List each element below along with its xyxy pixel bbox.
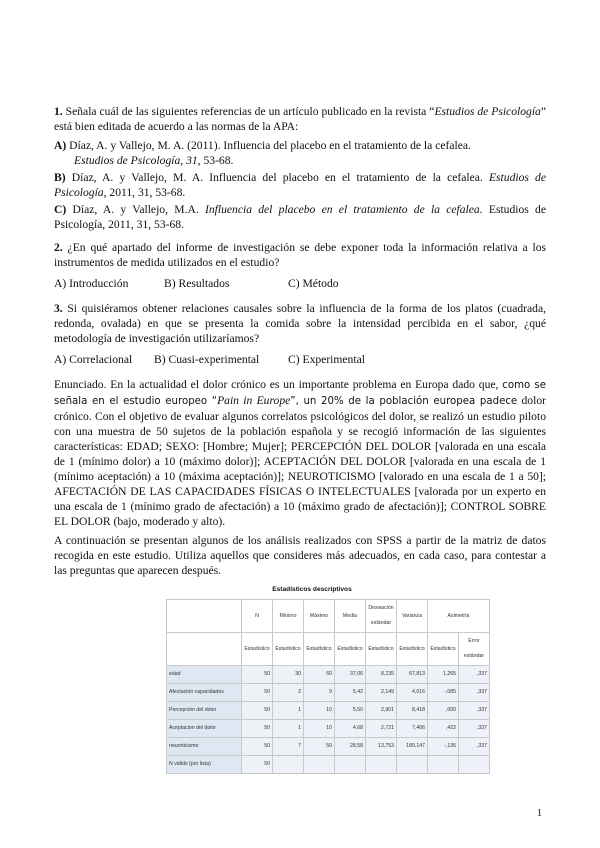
table-cell: 7 — [273, 738, 304, 756]
table-header-row: N Mínimo Máximo Media Desviación estándar Varianza Asimetría — [167, 600, 490, 633]
table-cell: 2,149 — [366, 684, 397, 702]
answer-c: C) Experimental — [288, 353, 365, 366]
table-cell: 4,68 — [335, 720, 366, 738]
spss-table-container — [54, 582, 546, 774]
table-cell: -,136 — [428, 738, 459, 756]
descriptive-stats-table — [166, 599, 490, 774]
question-2: 2. ¿En qué apartado del informe de investigación se debe exponer toda la información relativa a los instrumentos de medida utilizados en el estudio? — [54, 241, 546, 269]
table-cell: 2,721 — [366, 720, 397, 738]
document-page — [54, 104, 546, 774]
question-3: 3. Si quisiéramos obtener relaciones causales sobre la influencia de la forma de los platos (cuadrada, redonda, ovalada) en que se presenta la comida sobre la intensidad percibida en el sabor, ¿qué metodología de investigación utilizaríamos? — [54, 302, 546, 345]
row-label: N válido (por lista) — [167, 756, 242, 774]
table-body — [167, 666, 490, 774]
table-cell: 1 — [273, 702, 304, 720]
table-subheader-row: Estadístico Estadístico Estadístico Estadístico Estadístico Estadístico Estadístico Error estándar — [167, 633, 490, 666]
answer-b: B) Resultados — [164, 277, 230, 290]
table-cell: ,337 — [459, 738, 490, 756]
table-cell: 1 — [273, 720, 304, 738]
answer-c: C) Método — [288, 277, 339, 290]
table-row — [167, 738, 490, 756]
table-cell: 8,235 — [366, 666, 397, 684]
row-label: Percepción del dolor — [167, 702, 242, 720]
table-cell: 9 — [304, 684, 335, 702]
table-row — [167, 666, 490, 684]
table-cell — [366, 756, 397, 774]
row-label: Afectación capacidades — [167, 684, 242, 702]
table-cell: ,337 — [459, 666, 490, 684]
option-c: C) Díaz, A. y Vallejo, M.A. Influencia del placebo en el tratamiento de la cefalea. Estudios de Psicología, 2011, 31, 53-68. — [54, 203, 546, 231]
table-cell: 37,06 — [335, 666, 366, 684]
table-cell: 7,406 — [397, 720, 428, 738]
answer-a: A) Introducción — [54, 277, 129, 290]
answer-a: A) Correlacional — [54, 353, 133, 366]
table-cell: 2 — [273, 684, 304, 702]
table-cell — [428, 756, 459, 774]
table-cell: ,337 — [459, 720, 490, 738]
table-cell: 28,58 — [335, 738, 366, 756]
question-1: 1. Señala cuál de las siguientes referencias de un artículo publicado en la revista “Estudios de Psicología” está bien editada de acuerdo a las normas de la APA: — [54, 105, 546, 133]
table-cell: 1,265 — [428, 666, 459, 684]
table-cell: 50 — [242, 756, 273, 774]
table-cell: 60 — [304, 666, 335, 684]
page-number: 1 — [537, 808, 542, 819]
table-cell: 5,50 — [335, 702, 366, 720]
table-cell: ,422 — [428, 720, 459, 738]
table-cell — [304, 756, 335, 774]
table-cell: 4,616 — [397, 684, 428, 702]
table-cell: 50 — [242, 720, 273, 738]
table-cell: 30 — [273, 666, 304, 684]
option-b: B) Díaz, A. y Vallejo, M. A. Influencia del placebo en el tratamiento de la cefalea. Estudios de Psicología, 2011, 31, 53-68. — [54, 171, 546, 199]
table-cell: 2,901 — [366, 702, 397, 720]
table-cell: ,337 — [459, 702, 490, 720]
answer-b: B) Cuasi-experimental — [154, 353, 260, 366]
table-cell: 10 — [304, 702, 335, 720]
table-cell: 10 — [304, 720, 335, 738]
table-row — [167, 702, 490, 720]
table-cell — [335, 756, 366, 774]
option-a: A) Díaz, A. y Vallejo, M. A. (2011). Influencia del placebo en el tratamiento de la cefalea. Estudios de Psicología, 31, 53-68. — [54, 139, 471, 167]
table-cell: ,337 — [459, 684, 490, 702]
table-cell — [459, 756, 490, 774]
table-cell: 50 — [242, 738, 273, 756]
table-title: Estadísticos descriptivos — [272, 586, 352, 593]
row-label: edad — [167, 666, 242, 684]
table-cell: 50 — [304, 738, 335, 756]
table-cell: 8,418 — [397, 702, 428, 720]
table-cell — [273, 756, 304, 774]
table-cell: 50 — [242, 702, 273, 720]
table-cell: 50 — [242, 684, 273, 702]
table-cell: ,000 — [428, 702, 459, 720]
table-row — [167, 684, 490, 702]
question-2-answers — [54, 276, 546, 291]
table-cell: 67,813 — [397, 666, 428, 684]
table-row — [167, 756, 490, 774]
table-row — [167, 720, 490, 738]
table-cell: 189,147 — [397, 738, 428, 756]
table-cell — [397, 756, 428, 774]
table-cell: -,085 — [428, 684, 459, 702]
question-3-answers — [54, 352, 546, 367]
row-label: Aceptacion del dolor — [167, 720, 242, 738]
table-cell: 5,42 — [335, 684, 366, 702]
table-cell: 50 — [242, 666, 273, 684]
statement-paragraph: Enunciado. En la actualidad el dolor crónico es un importante problema en Europa dado que, como se señala en el estudio europeo “Pain in Europe”, un 20% de la población europea padece dolor crónico. Con el objetivo de evaluar algunos correlatos psicológicos del dolor, se realizó un estudio piloto con una muestra de 50 sujetos de la población española y se recogió información de las siguientes características: EDAD; SEXO: [Hombre; Mujer]; PERCEPCIÓN DEL DOLOR [valorada en una escala de 1 (mínimo dolor) a 10 (máximo dolor)]; ACEPTACIÓN DEL DOLOR [valorada en una escala de 1 (mínimo aceptación) a 10 (máxima aceptación)]; NEUROTICISMO [valorado en una escala de 1 a 50]; AFECTACIÓN DE LAS CAPACIDADES FÍSICAS O INTELECTUALES [valorada por un experto en una escala de 1 (mínimo grado de afectación) a 10 (máximo grado de afectación)]; CONTROL SOBRE EL DOLOR (bajo, moderado y alto). — [54, 378, 546, 528]
table-cell: 13,753 — [366, 738, 397, 756]
continuation-paragraph: A continuación se presentan algunos de los análisis realizados con SPSS a partir de la matriz de datos recogida en este estudio. Utiliza aquellos que consideres más adecuados, en cada caso, para contestar a las preguntas que aparecen después. — [54, 534, 546, 577]
row-label: neuroticismo — [167, 738, 242, 756]
question-number: 1. — [54, 105, 63, 118]
